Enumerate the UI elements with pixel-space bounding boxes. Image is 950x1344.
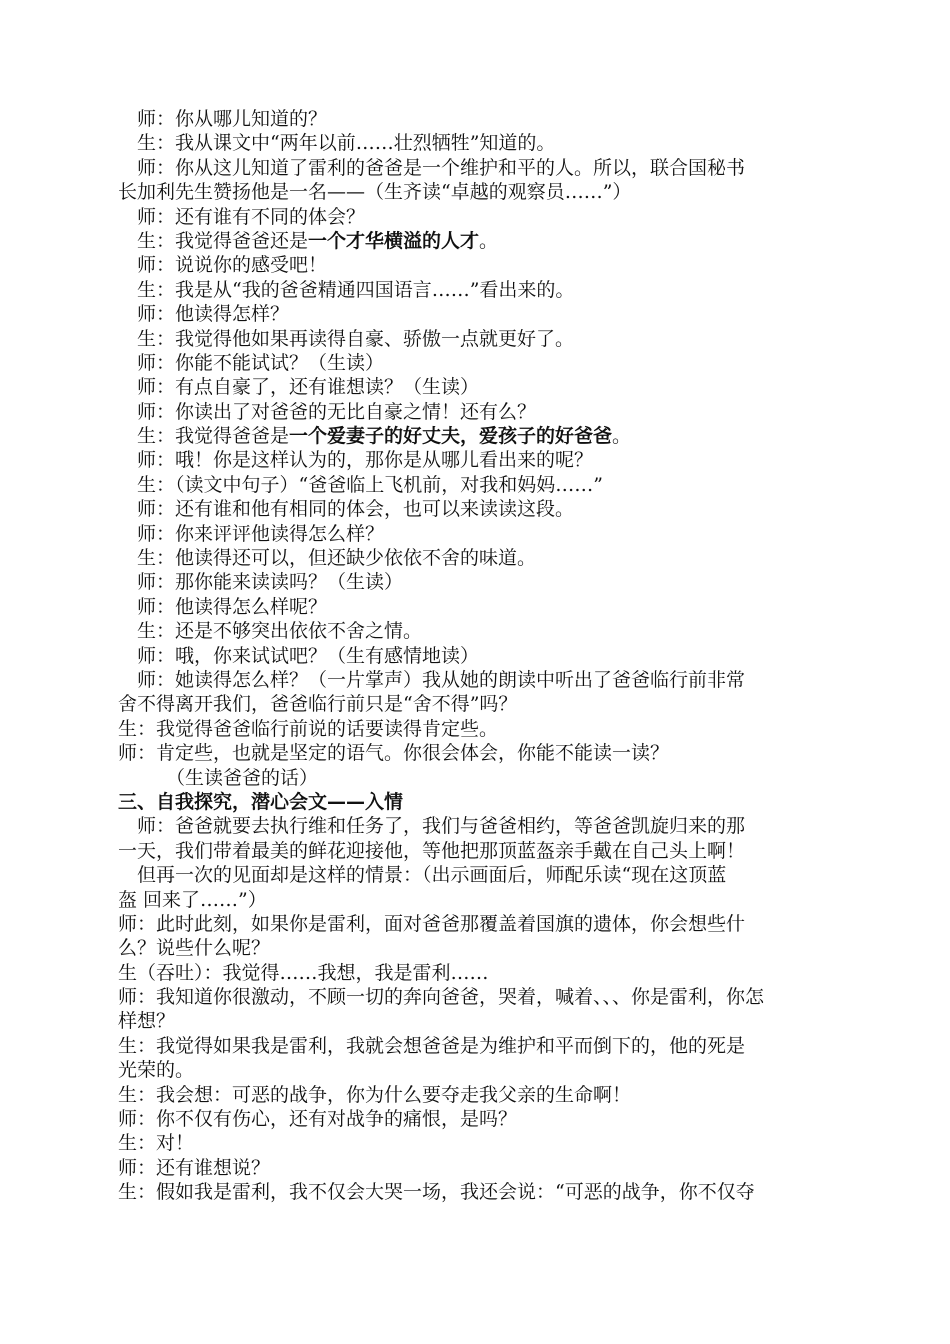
section-heading: 三、自我探究，潜心会文——入情 [118, 790, 404, 813]
text-line: 师：此时此刻，如果你是雷利，面对爸爸那覆盖着国旗的遗体，你会想些什 [118, 912, 746, 935]
text-line: 师：你能不能试试？（生读） [137, 351, 385, 374]
text-line: 样想？ [118, 1010, 176, 1033]
text-line: 生：我觉得如果我是雷利，我就会想爸爸是为维护和平而倒下的，他的死是 [118, 1034, 746, 1057]
text-line: 师：那你能来读读吗？（生读） [137, 571, 404, 594]
text-line: 生：假如我是雷利，我不仅会大哭一场，我还会说：“可恶的战争，你不仅夺 [118, 1181, 755, 1204]
text-line: 师：你来评评他读得怎么样？ [137, 522, 385, 545]
text-line: 师：她读得怎么样？（一片掌声）我从她的朗读中听出了爸爸临行前非常 [137, 668, 746, 691]
text-line: 师：还有谁想说？ [118, 1156, 271, 1179]
line-suffix: 。 [479, 229, 499, 252]
text-line: 师：你不仅有伤心，还有对战争的痛恨，是吗？ [118, 1108, 518, 1131]
text-line: 生：我觉得他如果再读得自豪、骄傲一点就更好了。 [137, 327, 575, 350]
text-line: 师：肯定些，也就是坚定的语气。你很会体会，你能不能读一读？ [118, 742, 670, 765]
text-line: 生：他读得还可以，但还缺少依依不舍的味道。 [137, 547, 537, 570]
line-suffix: 。 [612, 425, 632, 448]
text-line: 师：你从这儿知道了雷利的爸爸是一个维护和平的人。所以，联合国秘书 [137, 156, 746, 179]
text-line: 师：还有谁有不同的体会？ [137, 205, 366, 228]
text-line: 么？说些什么呢？ [118, 937, 271, 960]
text-line: 生：对！ [118, 1132, 195, 1155]
line-prefix: 生：我觉得爸爸还是 [137, 229, 309, 252]
text-line: 师：哦！你是这样认为的，那你是从哪儿看出来的呢？ [137, 449, 594, 472]
text-line: 师：哦，你来试试吧？（生有感情地读） [137, 644, 480, 667]
text-line [118, 229, 838, 253]
text-line: 师：他读得怎样？ [137, 303, 290, 326]
line-prefix: 生：我觉得爸爸是 [137, 425, 290, 448]
text-line: 生：还是不够突出依依不舍之情。 [137, 620, 423, 643]
text-line: （生读爸爸的话） [166, 766, 319, 789]
text-line: 一天，我们带着最美的鲜花迎接他，等他把那顶蓝盔亲手戴在自己头上啊！ [118, 839, 746, 862]
text-line: 但再一次的见面却是这样的情景：（出示画面后，师配乐读“现在这顶蓝 [137, 864, 727, 887]
text-line: 师：他读得怎么样呢？ [137, 595, 328, 618]
text-line: 光荣的。 [118, 1059, 195, 1082]
text-line: 生：我是从“我的爸爸精通四国语言……”看出来的。 [137, 278, 575, 301]
text-line: 生（吞吐）：我觉得……我想，我是雷利…… [118, 961, 489, 984]
text-line: 生：（读文中句子）“爸爸临上飞机前，对我和妈妈……” [137, 473, 603, 496]
document-page [118, 107, 838, 1205]
text-line: 盔 回来了……”） [118, 888, 267, 911]
text-line: 师：爸爸就要去执行维和任务了，我们与爸爸相约，等爸爸凯旋归来的那 [137, 815, 746, 838]
text-line [118, 424, 838, 448]
text-line: 师：我知道你很激动，不顾一切的奔向爸爸，哭着，喊着、、、你是雷利，你怎 [118, 986, 765, 1009]
text-line: 师：你读出了对爸爸的无比自豪之情！还有么？ [137, 400, 537, 423]
text-line: 长加利先生赞扬他是一名——（生齐读“卓越的观察员……”） [118, 181, 632, 204]
text-line: 生：我从课文中“两年以前……壮烈牺牲”知道的。 [137, 132, 556, 155]
emphasis-text: 一个才华横溢的人才 [308, 229, 480, 252]
text-line: 生：我会想：可恶的战争，你为什么要夺走我父亲的生命啊！ [118, 1083, 632, 1106]
text-line: 师：有点自豪了，还有谁想读？（生读） [137, 376, 480, 399]
text-line: 生：我觉得爸爸临行前说的话要读得肯定些。 [118, 717, 499, 740]
text-line: 师：还有谁和他有相同的体会，也可以来读读这段。 [137, 498, 575, 521]
emphasis-text: 一个爱妻子的好丈夫，爱孩子的好爸爸 [289, 425, 613, 448]
text-line: 师：说说你的感受吧！ [137, 254, 328, 277]
text-line: 师：你从哪儿知道的？ [137, 108, 328, 130]
text-line: 舍不得离开我们，爸爸临行前只是“舍不得”吗？ [118, 693, 518, 716]
